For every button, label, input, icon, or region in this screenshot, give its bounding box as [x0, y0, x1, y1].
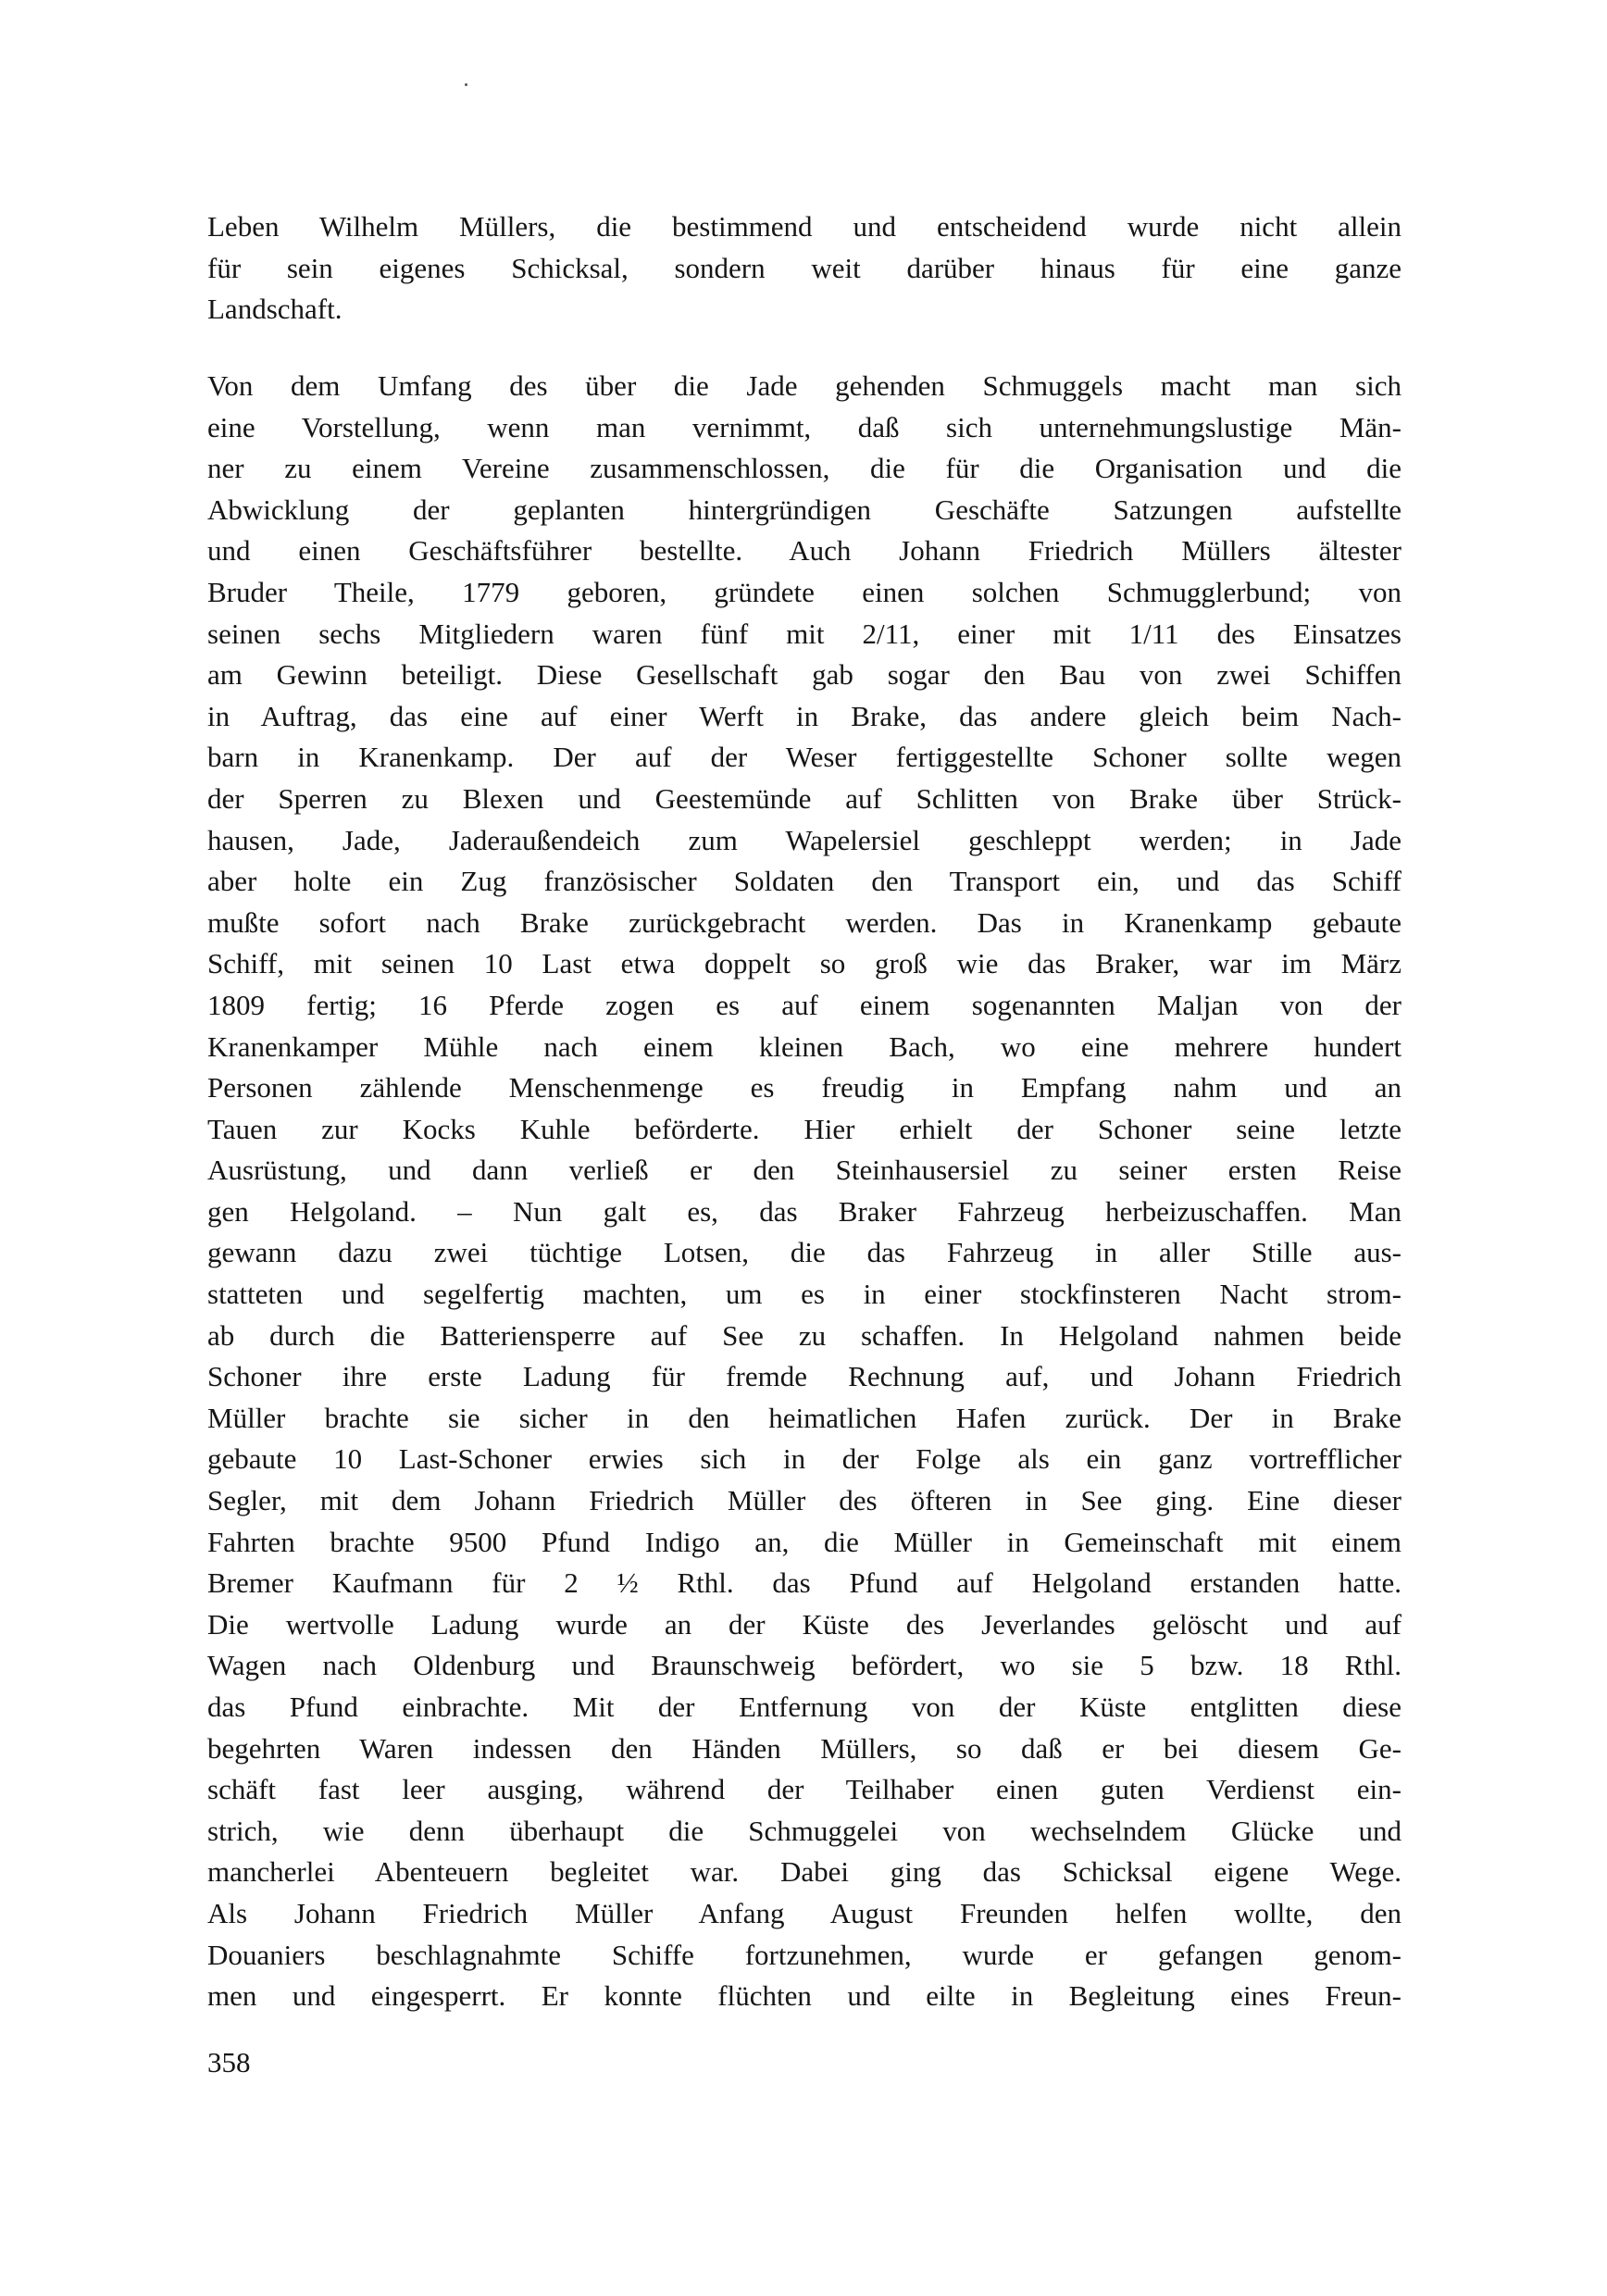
text-line: Müller brachte sie sicher in den heimatlichen Hafen zurück. Der in Brake [207, 1401, 1401, 1434]
text-line: hausen, Jade, Jaderaußendeich zum Wapelersiel geschleppt werden; in Jade [207, 823, 1401, 856]
text-line: seinen sechs Mitgliedern waren fünf mit 2/11, einer mit 1/11 des Einsatzes [207, 617, 1401, 650]
text-line: der Sperren zu Blexen und Geestemünde auf Schlitten von Brake über Strück- [207, 781, 1401, 815]
text-line: Leben Wilhelm Müllers, die bestimmend und entscheidend wurde nicht allein [207, 210, 1401, 243]
text-line: begehrten Waren indessen den Händen Müllers, so daß er bei diesem Ge- [207, 1731, 1401, 1765]
text-line: mancherlei Abenteuern begleitet war. Dabei ging das Schicksal eigene Wege. [207, 1855, 1401, 1889]
text-line: gen Helgoland. – Nun galt es, das Braker Fahrzeug herbeizuschaffen. Man [207, 1194, 1401, 1228]
text-line: mußte sofort nach Brake zurückgebracht werden. Das in Kranenkamp gebaute [207, 905, 1401, 939]
text-line: gebaute 10 Last-Schoner erwies sich in der Folge als ein ganz vortrefflicher [207, 1442, 1401, 1476]
text-line: strich, wie denn überhaupt die Schmuggelei von wechselndem Glücke und [207, 1814, 1401, 1847]
text-line: Personen zählende Menschenmenge es freudig in Empfang nahm und an [207, 1071, 1401, 1104]
text-line: Segler, mit dem Johann Friedrich Müller des öfteren in See ging. Eine dieser [207, 1484, 1401, 1517]
text-line: Als Johann Friedrich Müller Anfang August Freunden helfen wollte, den [207, 1896, 1401, 1929]
text-line: Schiff, mit seinen 10 Last etwa doppelt so groß wie das Braker, war im März [207, 947, 1401, 980]
text-line: Kranenkamper Mühle nach einem kleinen Bach, wo eine mehrere hundert [207, 1029, 1401, 1063]
page-number: 358 [207, 2046, 251, 2078]
text-line: ab durch die Batteriensperre auf See zu schaffen. In Helgoland nahmen beide [207, 1318, 1401, 1352]
text-line: Landschaft. [207, 293, 343, 326]
text-line: Schoner ihre erste Ladung für fremde Rechnung auf, und Johann Friedrich [207, 1360, 1401, 1393]
text-line: men und eingesperrt. Er konnte flüchten und eilte in Begleitung eines Freun- [207, 1979, 1401, 2013]
text-line: Von dem Umfang des über die Jade gehenden Schmuggels macht man sich [207, 369, 1401, 402]
text-line: in Auftrag, das eine auf einer Werft in Brake, das andere gleich beim Nach- [207, 699, 1401, 732]
paragraph-2 [207, 366, 1401, 2017]
text-line: Wagen nach Oldenburg und Braunschweig befördert, wo sie 5 bzw. 18 Rthl. [207, 1649, 1401, 1682]
text-line: statteten und segelfertig machten, um es in einer stockfinsteren Nacht strom- [207, 1278, 1401, 1311]
text-line: Tauen zur Kocks Kuhle beförderte. Hier erhielt der Schoner seine letzte [207, 1112, 1401, 1145]
text-line: Abwicklung der geplanten hintergründigen Geschäfte Satzungen aufstellte [207, 493, 1401, 526]
text-line: schäft fast leer ausging, während der Teilhaber einen guten Verdienst ein- [207, 1773, 1401, 1806]
paragraph-1 [207, 206, 1401, 331]
text-line: und einen Geschäftsführer bestellte. Auch Johann Friedrich Müllers ältester [207, 534, 1401, 568]
text-line: Douaniers beschlagnahmte Schiffe fortzunehmen, wurde er gefangen genom- [207, 1938, 1401, 1971]
text-line: Die wertvolle Ladung wurde an der Küste des Jeverlandes gelöscht und auf [207, 1607, 1401, 1641]
text-line: ner zu einem Vereine zusammenschlossen, die für die Organisation und die [207, 452, 1401, 485]
text-line: eine Vorstellung, wenn man vernimmt, daß sich unternehmungslustige Män- [207, 410, 1401, 443]
text-line: aber holte ein Zug französischer Soldaten den Transport ein, und das Schiff [207, 865, 1401, 898]
text-line: am Gewinn beteiligt. Diese Gesellschaft gab sogar den Bau von zwei Schiffen [207, 658, 1401, 692]
speck-mark [465, 83, 467, 86]
text-line: Fahrten brachte 9500 Pfund Indigo an, die Müller in Gemeinschaft mit einem [207, 1525, 1401, 1558]
text-line: Bremer Kaufmann für 2 ½ Rthl. das Pfund auf Helgoland erstanden hatte. [207, 1566, 1401, 1600]
text-line: Ausrüstung, und dann verließ er den Steinhausersiel zu seiner ersten Reise [207, 1154, 1401, 1187]
text-line: Bruder Theile, 1779 geboren, gründete einen solchen Schmugglerbund; von [207, 575, 1401, 608]
text-line: das Pfund einbrachte. Mit der Entfernung von der Küste entglitten diese [207, 1691, 1401, 1723]
text-line: für sein eigenes Schicksal, sondern weit darüber hinaus für eine ganze [207, 251, 1401, 284]
text-line: barn in Kranenkamp. Der auf der Weser fertiggestellte Schoner sollte wegen [207, 741, 1401, 774]
text-line: 1809 fertig; 16 Pferde zogen es auf einem sogenannten Maljan von der [207, 988, 1401, 1021]
text-line: gewann dazu zwei tüchtige Lotsen, die das Fahrzeug in aller Stille aus- [207, 1236, 1401, 1269]
